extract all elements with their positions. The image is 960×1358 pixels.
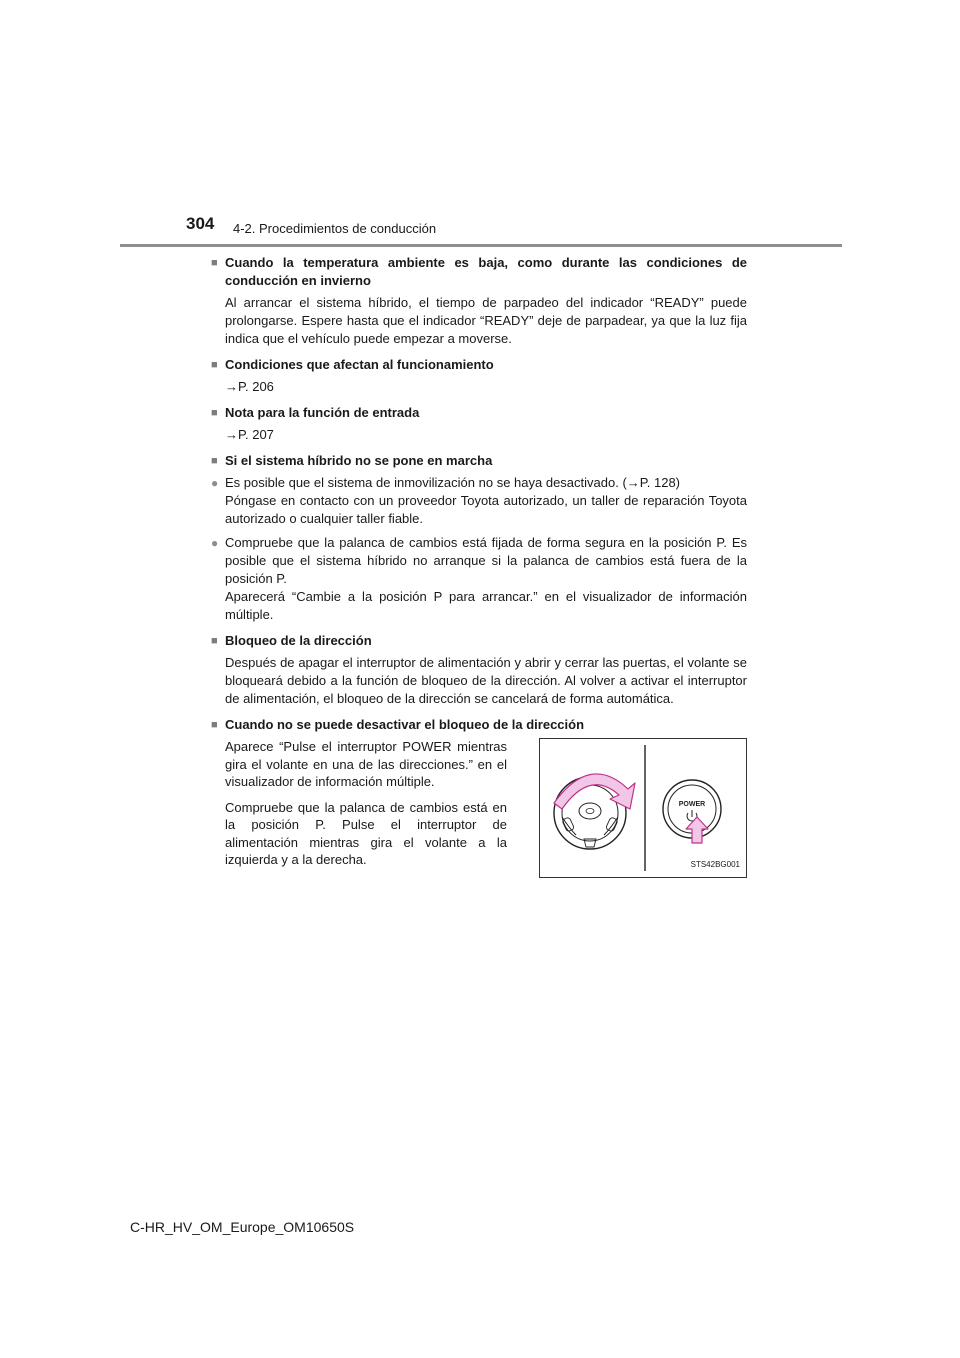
page-number: 304 [186, 214, 215, 233]
square-bullet-icon: ■ [211, 407, 218, 419]
page-reference: →P. 206 [225, 379, 274, 394]
bullet-text: Aparecerá “Cambie a la posición P para arrancar.” en el visualizador de información múltiple. [225, 589, 747, 622]
section-body: Al arrancar el sistema híbrido, el tiempo de parpadeo del indicador “READY” puede prolongarse. Espere hasta que el indicador “READY” deje de parpadear, ya que la luz fija indica que el vehículo puede empezar a moverse. [225, 295, 747, 346]
circle-bullet-icon: ● [211, 536, 219, 550]
section-title: Si el sistema híbrido no se pone en marcha [225, 453, 493, 468]
page-content [211, 254, 747, 886]
steering-power-figure [539, 738, 747, 878]
header-rule [120, 244, 842, 247]
page-reference: →P. 207 [225, 427, 274, 442]
section-hybrid-not-starting [211, 452, 747, 624]
section-low-temperature [211, 254, 747, 348]
section-title: Cuando no se puede desactivar el bloqueo de la dirección [225, 717, 585, 732]
list-item [211, 474, 747, 528]
chapter-title: 4-2. Procedimientos de conducción [233, 221, 437, 236]
section-steering-lock [211, 632, 747, 708]
section-title: Bloqueo de la dirección [225, 633, 372, 648]
paragraph: Aparece “Pulse el interruptor POWER mientras gira el volante en una de las direcciones.” en el visualizador de información múltiple. [225, 739, 507, 789]
section-entry-function [211, 404, 747, 444]
square-bullet-icon: ■ [211, 719, 218, 731]
power-label: POWER [678, 801, 706, 808]
section-operating-conditions [211, 356, 747, 396]
section-steering-lock-release [211, 716, 747, 878]
section-body: Después de apagar el interruptor de alimentación y abrir y cerrar las puertas, el volante se bloqueará debido a la función de bloqueo de la dirección. Al volver a activar el interruptor de alimentación, el bloqueo de la dirección se cancelará de forma automática. [225, 655, 747, 706]
circle-bullet-icon: ● [211, 476, 219, 490]
paragraph: Compruebe que la palanca de cambios está en la posición P. Pulse el interruptor de alimentación mientras gira el volante a la izquierda y a la derecha. [225, 799, 507, 867]
square-bullet-icon: ■ [211, 635, 218, 647]
bullet-text: Compruebe que la palanca de cambios está fijada de forma segura en la posición P. Es posible que el sistema híbrido no arranque si la palanca de cambios está fuera de la posición P. [225, 535, 747, 586]
section-title: Nota para la función de entrada [225, 405, 420, 420]
square-bullet-icon: ■ [211, 257, 218, 269]
bullet-text: Póngase en contacto con un proveedor Toyota autorizado, un taller de reparación Toyota autorizado o cualquier taller fiable. [225, 493, 747, 526]
section-title: Condiciones que afectan al funcionamiento [225, 357, 494, 372]
footer-document-code: C-HR_HV_OM_Europe_OM10650S [130, 1219, 355, 1235]
figure-code: STS42BG001 [690, 860, 740, 869]
square-bullet-icon: ■ [211, 359, 218, 371]
list-item [211, 534, 747, 624]
bullet-text: Es posible que el sistema de inmovilización no se haya desactivado. (→P. 128) [225, 475, 681, 490]
section-title: Cuando la temperatura ambiente es baja, como durante las condiciones de conducción en invierno [225, 255, 747, 288]
square-bullet-icon: ■ [211, 455, 218, 467]
